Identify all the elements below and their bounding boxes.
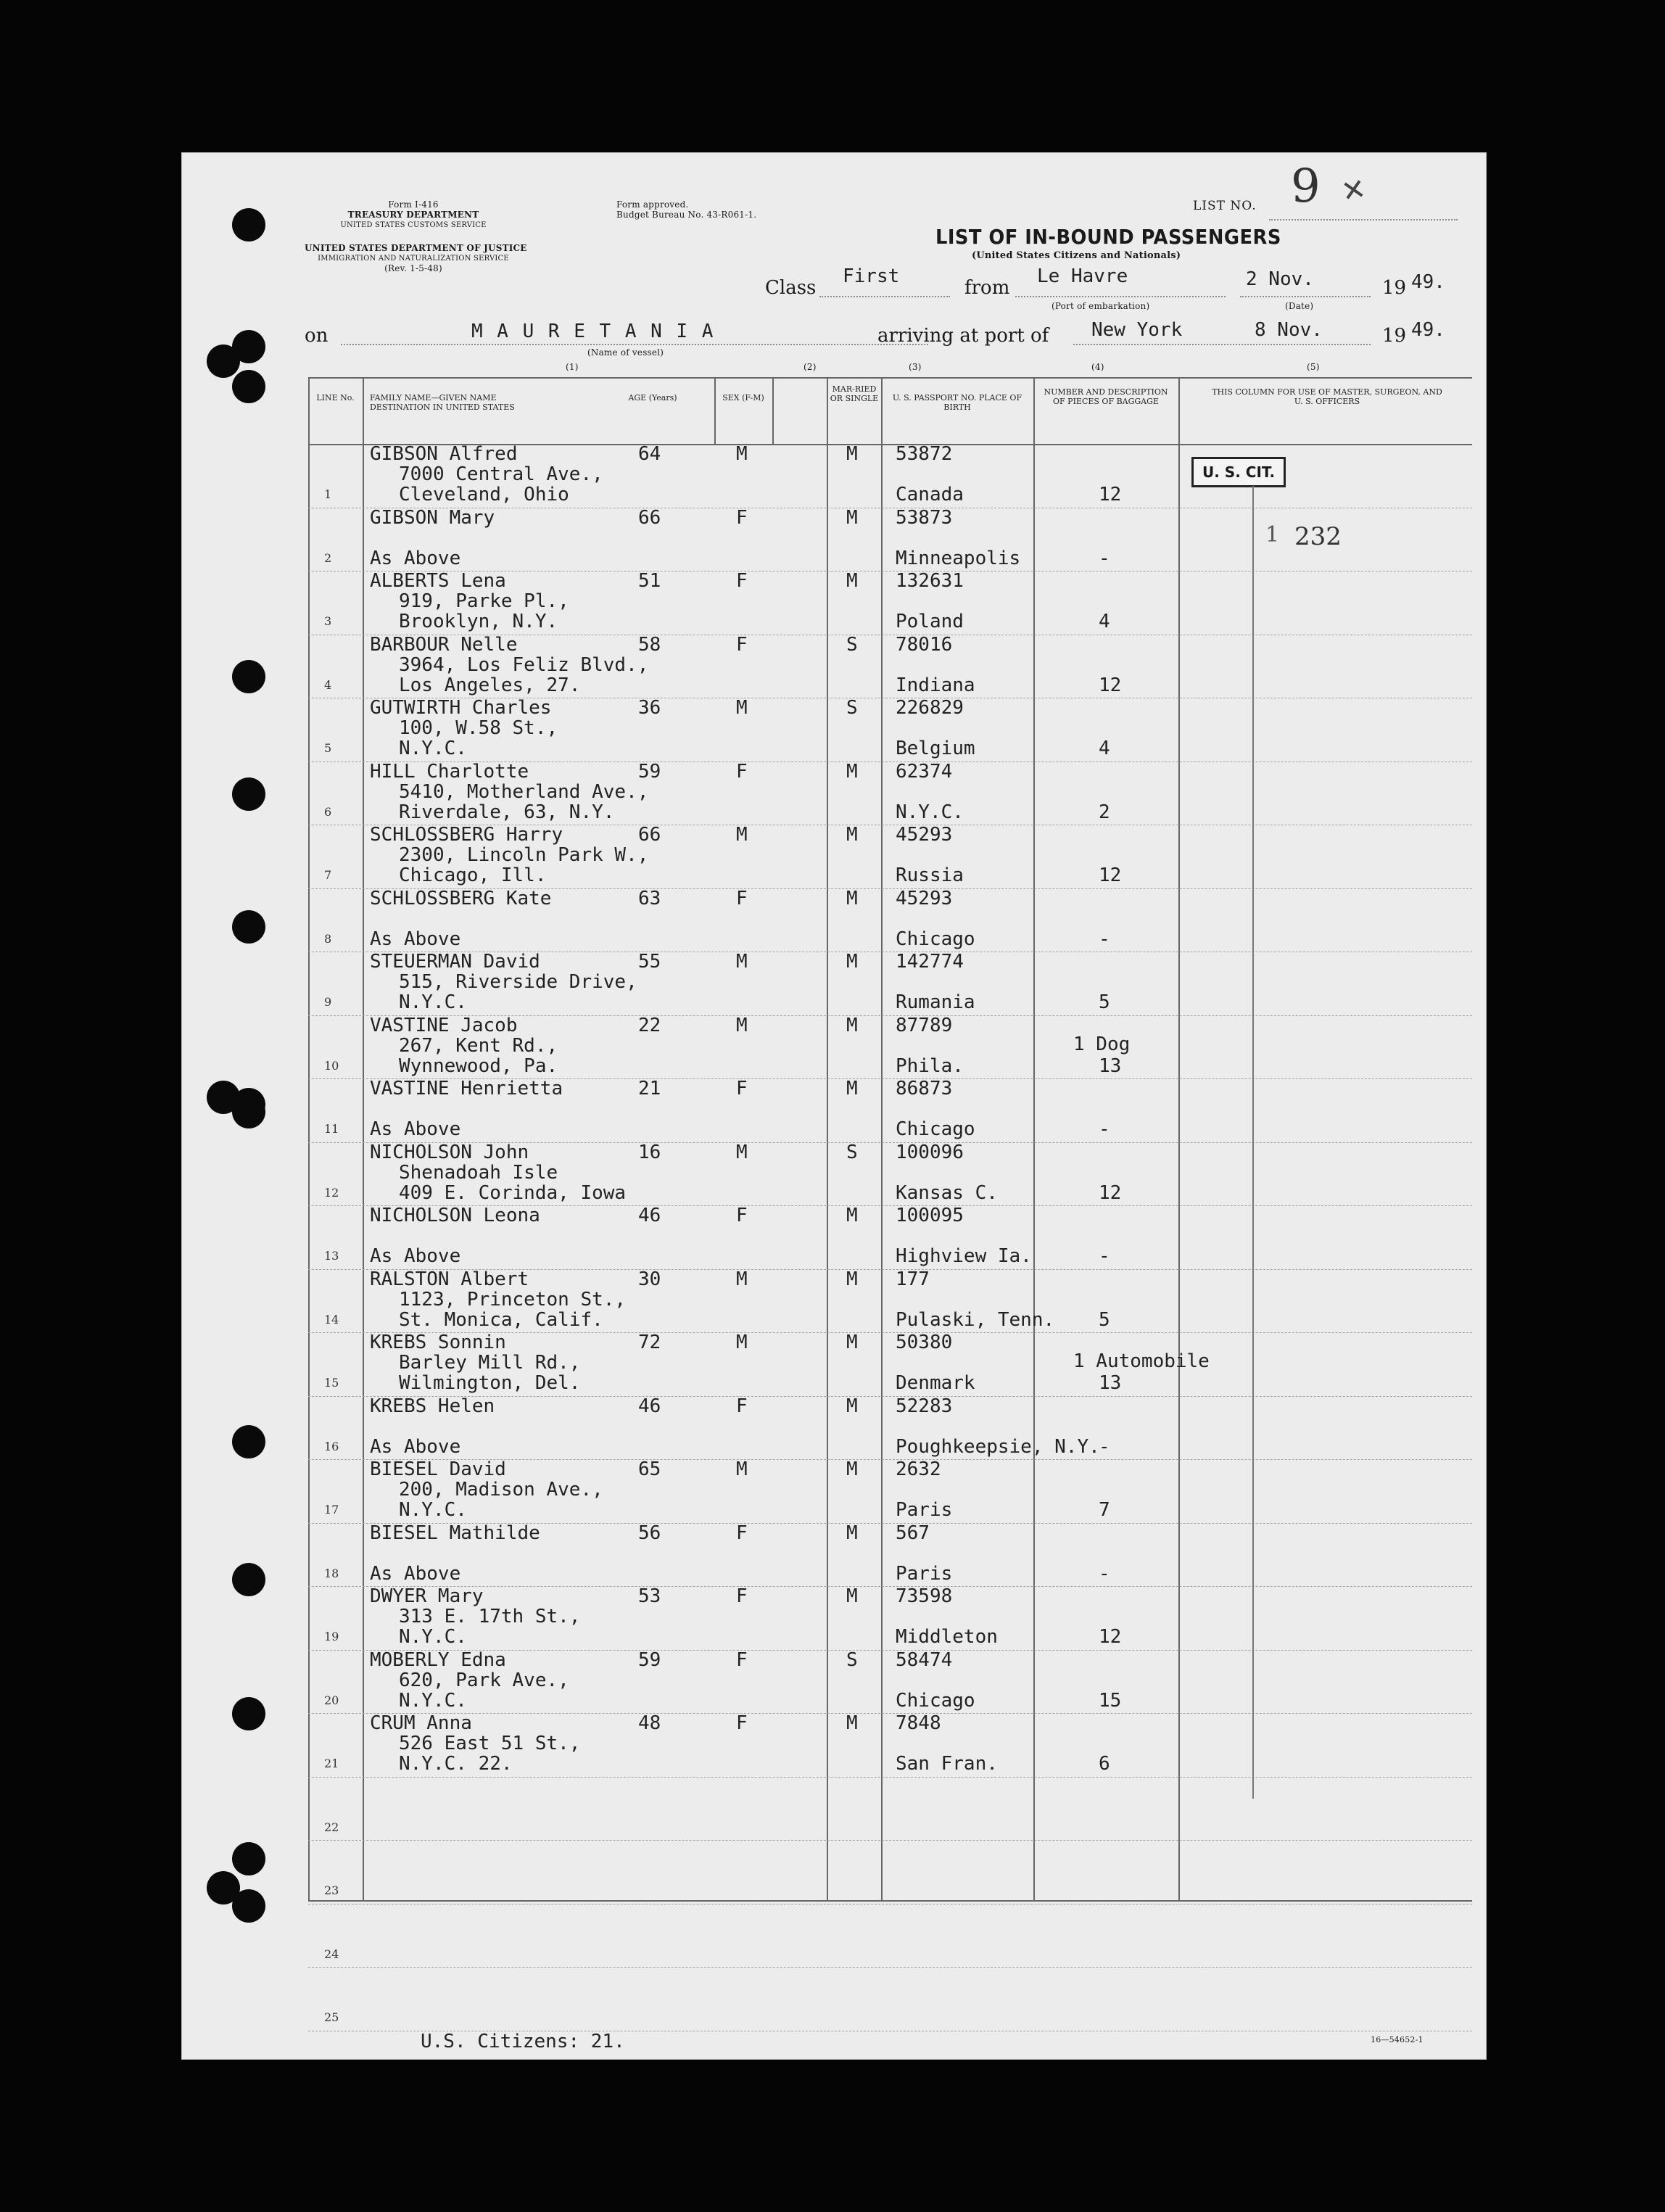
- passenger-address: 267, Kent Rd.,: [399, 1034, 558, 1057]
- passport-number: 132631: [896, 570, 964, 592]
- passenger-destination: N.Y.C. 22.: [399, 1753, 513, 1775]
- place-of-birth: Paris: [896, 1499, 953, 1521]
- passenger-destination: Brooklyn, N.Y.: [399, 611, 558, 632]
- passenger-marital-status: M: [846, 1458, 858, 1480]
- punch-hole: [232, 1425, 265, 1458]
- col-divider-married: [827, 377, 828, 1900]
- passenger-address: 7000 Central Ave.,: [399, 463, 603, 485]
- passenger-address: Shenadoah Isle: [399, 1161, 558, 1184]
- row-line-number: 4: [324, 677, 332, 692]
- row-line-number: 10: [324, 1058, 339, 1073]
- header-baggage: NUMBER AND DESCRIPTION OF PIECES OF BAGGAGE: [1044, 387, 1168, 406]
- citizens-total: U.S. Citizens: 21.: [421, 2031, 625, 2052]
- row-line-number: 7: [324, 868, 332, 882]
- passenger-address: 5410, Motherland Ave.,: [399, 780, 649, 803]
- passenger-age: 72: [638, 1332, 661, 1353]
- place-of-birth: Chicago: [896, 1118, 975, 1140]
- passenger-name: MOBERLY Edna: [370, 1648, 506, 1671]
- passenger-address: 2300, Lincoln Park W.,: [399, 844, 649, 866]
- passenger-marital-status: M: [846, 1268, 858, 1290]
- passenger-name: BIESEL Mathilde: [370, 1522, 540, 1544]
- table-left-border: [308, 377, 310, 1900]
- passenger-address: 100, W.58 St.,: [399, 717, 558, 739]
- row-separator: [308, 1777, 1472, 1778]
- passenger-sex: F: [736, 887, 748, 909]
- row-line-number: 13: [324, 1249, 339, 1263]
- passenger-age: 56: [638, 1522, 661, 1544]
- baggage-count: -: [1099, 1118, 1110, 1140]
- passenger-table: [308, 377, 1472, 2024]
- passenger-name: STEUERMAN David: [370, 951, 540, 973]
- form-revision: (Rev. 1-5-48): [384, 263, 442, 273]
- row-line-number: 11: [324, 1122, 339, 1136]
- punch-hole: [232, 208, 265, 242]
- passenger-age: 64: [638, 443, 661, 465]
- passenger-destination: N.Y.C.: [399, 991, 467, 1013]
- passenger-marital-status: M: [846, 506, 858, 529]
- passenger-destination: Wilmington, Del.: [399, 1372, 581, 1394]
- passenger-age: 58: [638, 633, 661, 656]
- passenger-name: GUTWIRTH Charles: [370, 697, 552, 719]
- column-number: (3): [909, 362, 922, 372]
- baggage-count: 12: [1099, 484, 1122, 505]
- port-caption: (Port of embarkation): [1052, 301, 1150, 311]
- passenger-destination: N.Y.C.: [399, 1626, 467, 1648]
- punch-hole: [232, 1563, 265, 1596]
- col-divider-line: [363, 377, 364, 1900]
- row-line-number: 21: [324, 1757, 339, 1770]
- passenger-sex: F: [736, 1395, 748, 1417]
- document-title: LIST OF IN-BOUND PASSENGERS: [935, 225, 1281, 249]
- column-number: (4): [1091, 362, 1104, 372]
- officer-bracket-line: [1252, 486, 1254, 1799]
- row-line-number: 18: [324, 1566, 339, 1580]
- row-line-number: 19: [324, 1630, 339, 1643]
- header-name: FAMILY NAME—GIVEN NAME DESTINATION IN UNITED STATES: [370, 393, 515, 412]
- header-married: MAR-RIED OR SINGLE: [830, 384, 879, 403]
- header-sex: SEX (F-M): [722, 393, 764, 403]
- place-of-birth: Chicago: [896, 928, 975, 950]
- baggage-count: 13: [1099, 1372, 1122, 1394]
- passenger-name: NICHOLSON John: [370, 1141, 529, 1163]
- class-label: Class: [765, 277, 817, 299]
- passenger-sex: F: [736, 506, 748, 529]
- baggage-description: 1 Automobile: [1073, 1350, 1210, 1372]
- passenger-sex: F: [736, 1522, 748, 1544]
- passenger-marital-status: M: [846, 1522, 858, 1544]
- baggage-count: 4: [1099, 738, 1110, 759]
- passenger-sex: F: [736, 633, 748, 656]
- passenger-destination: Los Angeles, 27.: [399, 674, 581, 696]
- header-passport: U. S. PASSPORT NO. PLACE OF BIRTH: [892, 393, 1022, 412]
- passenger-destination: As Above: [370, 1118, 461, 1140]
- passenger-destination: N.Y.C.: [399, 1499, 467, 1521]
- passenger-address: 515, Riverside Drive,: [399, 971, 637, 993]
- passenger-marital-status: S: [846, 1648, 858, 1671]
- place-of-birth: San Fran.: [896, 1753, 998, 1775]
- punch-hole: [232, 777, 265, 811]
- departure-year: 49.: [1411, 271, 1445, 293]
- passenger-destination: St. Monica, Calif.: [399, 1308, 603, 1331]
- list-no-value: 9: [1291, 160, 1321, 213]
- place-of-birth: Highview Ia.: [896, 1245, 1032, 1267]
- passport-number: 7848: [896, 1712, 941, 1734]
- passenger-sex: M: [736, 1332, 748, 1353]
- row-separator: [308, 1967, 1472, 1968]
- baggage-count: 12: [1099, 1626, 1122, 1648]
- year-prefix: 19: [1382, 277, 1407, 299]
- passenger-marital-status: M: [846, 570, 858, 592]
- passenger-name: KREBS Sonnin: [370, 1332, 506, 1353]
- baggage-count: -: [1099, 1435, 1110, 1458]
- list-no-strike-mark: ✕: [1339, 172, 1369, 210]
- passenger-age: 21: [638, 1078, 661, 1099]
- passenger-destination: As Above: [370, 1245, 461, 1267]
- ins-service: IMMIGRATION AND NATURALIZATION SERVICE: [318, 255, 509, 263]
- baggage-count: -: [1099, 1562, 1110, 1585]
- passport-number: 45293: [896, 824, 953, 846]
- baggage-count: 15: [1099, 1689, 1122, 1712]
- row-separator: [308, 1840, 1472, 1841]
- passenger-sex: F: [736, 570, 748, 592]
- passenger-name: RALSTON Albert: [370, 1268, 529, 1290]
- col-divider-age: [714, 377, 716, 444]
- date-underline: [1240, 296, 1371, 297]
- passenger-address: 1123, Princeton St.,: [399, 1288, 627, 1311]
- table-top-border: [308, 377, 1472, 379]
- baggage-count: 7: [1099, 1499, 1110, 1521]
- baggage-count: -: [1099, 1245, 1110, 1267]
- passport-number: 226829: [896, 697, 964, 719]
- passenger-address: 620, Park Ave.,: [399, 1669, 569, 1691]
- col-divider-baggage: [1033, 377, 1035, 1900]
- passport-number: 142774: [896, 951, 964, 973]
- passenger-name: CRUM Anna: [370, 1712, 472, 1734]
- passenger-marital-status: M: [846, 951, 858, 973]
- passenger-destination: As Above: [370, 547, 461, 569]
- place-of-birth: Poland: [896, 611, 964, 632]
- baggage-description: 1 Dog: [1073, 1033, 1131, 1055]
- passport-number: 100095: [896, 1205, 964, 1226]
- from-label: from: [964, 277, 1010, 299]
- passenger-name: VASTINE Henrietta: [370, 1078, 563, 1099]
- passenger-marital-status: M: [846, 1712, 858, 1734]
- punch-hole: [232, 1842, 265, 1875]
- passenger-address: 200, Madison Ave.,: [399, 1479, 603, 1501]
- baggage-count: 12: [1099, 864, 1122, 886]
- row-line-number: 16: [324, 1439, 339, 1453]
- row-line-number: 5: [324, 741, 332, 755]
- row-line-number: 22: [324, 1820, 339, 1834]
- passport-number: 100096: [896, 1141, 964, 1163]
- passenger-age: 51: [638, 570, 661, 592]
- punch-hole: [232, 1095, 265, 1128]
- print-code: 16—54652-1: [1371, 2035, 1424, 2044]
- passport-number: 87789: [896, 1014, 953, 1036]
- passenger-destination: N.Y.C.: [399, 1689, 467, 1712]
- passenger-marital-status: S: [846, 1141, 858, 1163]
- passenger-age: 63: [638, 887, 661, 909]
- passenger-name: BIESEL David: [370, 1458, 506, 1480]
- officer-tick: 1: [1265, 522, 1280, 548]
- passenger-address: Barley Mill Rd.,: [399, 1352, 581, 1374]
- passenger-destination: As Above: [370, 1562, 461, 1585]
- from-underline: [1015, 296, 1226, 297]
- baggage-count: 4: [1099, 611, 1110, 632]
- punch-hole: [232, 660, 265, 693]
- passenger-sex: M: [736, 951, 748, 973]
- passport-number: 53872: [896, 443, 953, 465]
- passenger-marital-status: M: [846, 1585, 858, 1607]
- justice-department: UNITED STATES DEPARTMENT OF JUSTICE: [305, 243, 527, 253]
- passenger-name: SCHLOSSBERG Harry: [370, 824, 563, 846]
- passenger-age: 36: [638, 697, 661, 719]
- place-of-birth: Russia: [896, 864, 964, 886]
- list-no-label: LIST NO.: [1193, 199, 1257, 213]
- passenger-address: 313 E. 17th St.,: [399, 1606, 581, 1627]
- departure-date: 2 Nov.: [1246, 268, 1314, 290]
- form-approved: Form approved.: [616, 199, 689, 210]
- row-line-number: 20: [324, 1693, 339, 1707]
- arrival-date: 8 Nov.: [1255, 319, 1323, 341]
- on-label: on: [305, 325, 329, 347]
- row-line-number: 9: [324, 995, 332, 1009]
- officer-note-number: 232: [1294, 522, 1342, 551]
- punch-hole: [232, 330, 265, 363]
- passport-number: 2632: [896, 1458, 941, 1480]
- passport-number: 78016: [896, 633, 953, 656]
- passenger-destination: 409 E. Corinda, Iowa: [399, 1181, 627, 1204]
- passport-number: 53873: [896, 506, 953, 529]
- passenger-sex: M: [736, 1268, 748, 1290]
- passenger-address: 526 East 51 St.,: [399, 1733, 581, 1754]
- row-line-number: 2: [324, 550, 332, 565]
- punch-hole: [232, 370, 265, 403]
- baggage-count: 12: [1099, 674, 1122, 696]
- place-of-birth: Belgium: [896, 738, 975, 759]
- passenger-age: 16: [638, 1141, 661, 1163]
- passenger-marital-status: M: [846, 443, 858, 465]
- header-age: AGE (Years): [628, 393, 677, 403]
- passenger-sex: M: [736, 1458, 748, 1480]
- column-number: (1): [566, 362, 579, 372]
- passenger-marital-status: S: [846, 633, 858, 656]
- punch-hole: [232, 910, 265, 944]
- baggage-count: 5: [1099, 1308, 1110, 1331]
- header-line-no: LINE No.: [316, 393, 355, 403]
- passenger-name: HILL Charlotte: [370, 760, 529, 783]
- baggage-count: 2: [1099, 801, 1110, 823]
- punch-hole: [232, 1697, 265, 1730]
- passenger-sex: M: [736, 697, 748, 719]
- header-officers: THIS COLUMN FOR USE OF MASTER, SURGEON, AND U. S. OFFICERS: [1212, 387, 1442, 406]
- vessel-caption: (Name of vessel): [587, 347, 664, 358]
- passenger-destination: As Above: [370, 928, 461, 950]
- arrival-year: 49.: [1411, 319, 1445, 341]
- passport-number: 45293: [896, 887, 953, 909]
- baggage-count: 5: [1099, 991, 1110, 1013]
- passenger-age: 48: [638, 1712, 661, 1734]
- passenger-marital-status: M: [846, 1395, 858, 1417]
- passenger-marital-status: M: [846, 760, 858, 783]
- row-line-number: 8: [324, 931, 332, 946]
- passport-number: 62374: [896, 760, 953, 783]
- list-no-underline: [1269, 219, 1458, 220]
- passport-number: 567: [896, 1522, 930, 1544]
- passenger-name: GIBSON Mary: [370, 506, 495, 529]
- place-of-birth: Chicago: [896, 1689, 975, 1712]
- passenger-age: 66: [638, 824, 661, 846]
- row-line-number: 23: [324, 1883, 339, 1897]
- passenger-sex: M: [736, 443, 748, 465]
- row-line-number: 17: [324, 1503, 339, 1516]
- passenger-destination: As Above: [370, 1435, 461, 1458]
- place-of-birth: Poughkeepsie, N.Y.: [896, 1435, 1100, 1458]
- place-of-birth: Pulaski, Tenn.: [896, 1308, 1055, 1331]
- passenger-age: 53: [638, 1585, 661, 1607]
- passenger-destination: N.Y.C.: [399, 738, 467, 759]
- row-line-number: 12: [324, 1185, 339, 1200]
- class-value: First: [843, 265, 900, 287]
- vessel-underline: [341, 344, 928, 345]
- passport-number: 177: [896, 1268, 930, 1290]
- row-line-number: 24: [324, 1947, 339, 1961]
- arrival-port: New York: [1091, 319, 1183, 341]
- date-caption: (Date): [1285, 301, 1314, 311]
- baggage-count: 6: [1099, 1753, 1110, 1775]
- passport-number: 52283: [896, 1395, 953, 1417]
- place-of-birth: Indiana: [896, 674, 975, 696]
- us-citizen-stamp: U. S. CIT.: [1191, 457, 1286, 487]
- row-line-number: 6: [324, 804, 332, 819]
- passenger-marital-status: M: [846, 1205, 858, 1226]
- passenger-age: 65: [638, 1458, 661, 1480]
- passenger-age: 30: [638, 1268, 661, 1290]
- row-line-number: 1: [324, 487, 332, 501]
- place-of-birth: Phila.: [896, 1055, 964, 1077]
- passenger-sex: F: [736, 760, 748, 783]
- arriving-label: arriving at port of: [877, 325, 1049, 347]
- passenger-marital-status: S: [846, 697, 858, 719]
- table-bottom-border: [308, 1900, 1472, 1902]
- passenger-sex: F: [736, 1712, 748, 1734]
- passenger-address: 3964, Los Feliz Blvd.,: [399, 653, 649, 676]
- place-of-birth: Kansas C.: [896, 1181, 998, 1204]
- passenger-age: 59: [638, 760, 661, 783]
- budget-bureau: Budget Bureau No. 43-R061-1.: [616, 210, 757, 220]
- passenger-age: 55: [638, 951, 661, 973]
- form-id: Form I-416: [388, 199, 439, 210]
- passenger-marital-status: M: [846, 887, 858, 909]
- passenger-destination: Chicago, Ill.: [399, 864, 547, 886]
- column-number: (2): [803, 362, 817, 372]
- passport-number: 73598: [896, 1585, 953, 1607]
- baggage-count: 12: [1099, 1181, 1122, 1204]
- passenger-destination: Riverdale, 63, N.Y.: [399, 801, 615, 823]
- passenger-sex: F: [736, 1205, 748, 1226]
- passenger-destination: Cleveland, Ohio: [399, 484, 569, 505]
- passport-number: 86873: [896, 1078, 953, 1099]
- col-divider-passport: [881, 377, 883, 1900]
- punch-hole: [232, 1889, 265, 1923]
- passenger-age: 59: [638, 1648, 661, 1671]
- passenger-name: SCHLOSSBERG Kate: [370, 887, 552, 909]
- place-of-birth: N.Y.C.: [896, 801, 964, 823]
- passenger-sex: M: [736, 1141, 748, 1163]
- passenger-name: GIBSON Alfred: [370, 443, 518, 465]
- row-line-number: 3: [324, 614, 332, 628]
- passenger-name: NICHOLSON Leona: [370, 1205, 540, 1226]
- passenger-name: VASTINE Jacob: [370, 1014, 518, 1036]
- passenger-marital-status: M: [846, 1014, 858, 1036]
- passenger-age: 46: [638, 1395, 661, 1417]
- passenger-address: 919, Parke Pl.,: [399, 590, 569, 612]
- passenger-marital-status: M: [846, 1078, 858, 1099]
- passenger-destination: Wynnewood, Pa.: [399, 1055, 558, 1077]
- passenger-name: ALBERTS Lena: [370, 570, 506, 592]
- passenger-sex: F: [736, 1585, 748, 1607]
- passenger-name: KREBS Helen: [370, 1395, 495, 1417]
- customs-service: UNITED STATES CUSTOMS SERVICE: [340, 221, 487, 229]
- arrival-underline: [1073, 344, 1371, 345]
- row-line-number: 25: [324, 2010, 339, 2024]
- document-subtitle: (United States Citizens and Nationals): [972, 250, 1181, 261]
- column-number: (5): [1307, 362, 1320, 372]
- place-of-birth: Denmark: [896, 1372, 975, 1394]
- class-underline: [819, 296, 950, 297]
- passenger-sex: M: [736, 824, 748, 846]
- passenger-sex: F: [736, 1078, 748, 1099]
- col-divider-sex: [772, 377, 774, 444]
- arrival-year-prefix: 19: [1382, 325, 1407, 347]
- passenger-name: DWYER Mary: [370, 1585, 484, 1607]
- passenger-marital-status: M: [846, 824, 858, 846]
- passenger-marital-status: M: [846, 1332, 858, 1353]
- vessel-name: M A U R E T A N I A: [471, 321, 715, 342]
- treasury-department: TREASURY DEPARTMENT: [347, 210, 479, 220]
- place-of-birth: Minneapolis: [896, 547, 1021, 569]
- passport-number: 50380: [896, 1332, 953, 1353]
- baggage-count: -: [1099, 547, 1110, 569]
- row-line-number: 15: [324, 1376, 339, 1390]
- passenger-sex: M: [736, 1014, 748, 1036]
- passport-number: 58474: [896, 1648, 953, 1671]
- passenger-age: 22: [638, 1014, 661, 1036]
- place-of-birth: Middleton: [896, 1626, 998, 1648]
- manifest-page: [181, 152, 1487, 2060]
- passenger-sex: F: [736, 1648, 748, 1671]
- passenger-age: 66: [638, 506, 661, 529]
- place-of-birth: Paris: [896, 1562, 953, 1585]
- baggage-count: -: [1099, 928, 1110, 950]
- place-of-birth: Rumania: [896, 991, 975, 1013]
- from-value: Le Havre: [1037, 265, 1128, 287]
- baggage-count: 13: [1099, 1055, 1122, 1077]
- place-of-birth: Canada: [896, 484, 964, 505]
- row-line-number: 14: [324, 1312, 339, 1326]
- col-divider-officers: [1178, 377, 1180, 1900]
- passenger-name: BARBOUR Nelle: [370, 633, 518, 656]
- passenger-age: 46: [638, 1205, 661, 1226]
- row-separator: [308, 1713, 1472, 1714]
